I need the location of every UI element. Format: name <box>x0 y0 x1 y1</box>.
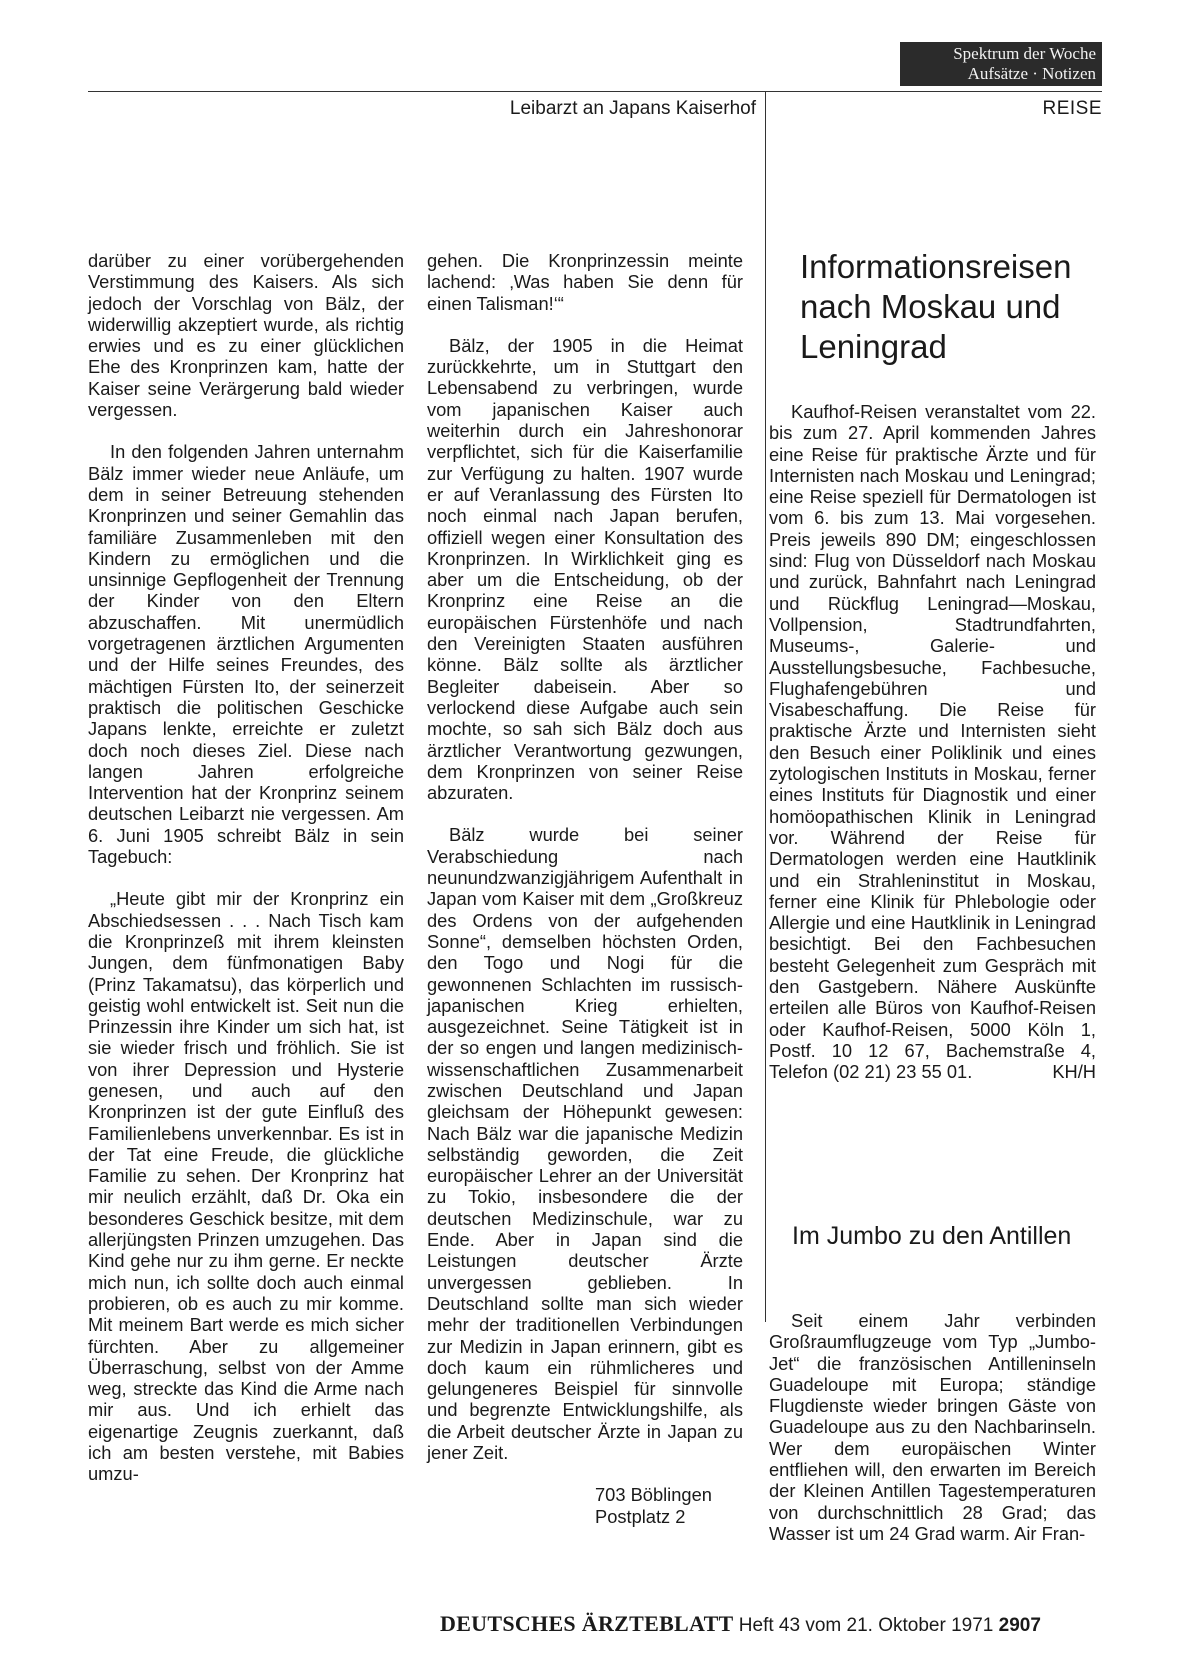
paragraph: Bälz wurde bei seiner Verabschiedung nach neunundzwanzigjährigem Aufenthalt in Japan vom Kaiser mit dem „Großkreuz des Ordens von der aufgehenden Sonne“, demselben höchsten Orden, den Togo und Nogi für die gewonnenen Schlachten im russisch-japanischen Krieg erhielten, ausgezeichnet. Seine Tätigkeit ist in der so engen und langen medizinisch-wissenschaftlichen Zusammenarbeit zwischen Deutschland und Japan gleichsam der Höhepunkt gewesen: Nach Bälz war die japanische Medizin selbständig geworden, die Zeit europäischer Lehrer an der Universität zu Tokio, insbesondere die der deutschen Medizinschule, war zu Ende. Aber in Japan sind die Leistungen deutscher Ärzte unvergessen geblieben. In Deutschland sollte man sich wieder mehr der traditionellen Verbindungen zur Medizin in Japan erinnern, gibt es doch kaum ein rühmlicheres und gelungeneres Beispiel für sinnvolle und begrenzte Entwicklungshilfe, als die Arbeit deutscher Ärzte in Japan zu jener Zeit. <box>427 824 743 1464</box>
journal-name: DEUTSCHES ÄRZTEBLATT <box>440 1611 734 1636</box>
author-address <box>595 1484 743 1527</box>
paragraph: gehen. Die Kronprinzessin meinte lachend: ‚Was haben Sie denn für einen Talisman!‘“ <box>427 250 743 314</box>
article-body-jumbo <box>769 1310 1096 1565</box>
running-head: Leibarzt an Japans Kaiserhof <box>509 98 756 119</box>
paragraph: darüber zu einer vorübergehenden Verstimmung des Kaisers. Als sich jedoch der Vorschlag von Bälz, der widerwillig akzeptiert wurde, als richtig erwies und es zu einer glücklichen Ehe des Kronprinzen kam, hatte der Kaiser seine Verärgerung bald wieder vergessen. <box>88 250 404 421</box>
section-badge <box>900 42 1102 86</box>
article-title-jumbo: Im Jumbo zu den Antillen <box>792 1222 1072 1250</box>
author-initials: KH/H <box>1052 1061 1096 1083</box>
issue-info: Heft 43 vom 21. Oktober 1971 <box>738 1615 994 1636</box>
article-column-2 <box>427 250 743 1527</box>
paragraph-text: Kaufhof-Reisen veranstaltet vom 22. bis zum 27. April kommenden Jahres eine Reise für praktische Ärzte und für Internisten nach Moskau und Leningrad; eine Reise speziell für Dermatologen ist vom 6. bis zum 13. Mai vorgesehen. Preis jeweils 890 DM; eingeschlossen sind: Flug von Düsseldorf nach Moskau und zurück, Bahnfahrt nach Leningrad und Rückflug Leningrad—Moskau, Vollpension, Stadtrundfahrten, Museums-, Galerie- und Ausstellungsbesuche, Fachbesuche, Flughafengebühren und Visabeschaffung. Die Reise für praktische Ärzte und Internisten sieht den Besuch einer Poliklinik und eines zytologischen Instituts in Moskau, ferner eines Instituts für Diagnostik und einer homöopathischen Klinik in Leningrad vor. Während der Reise für Dermatologen werden eine Hautklinik und ein Strahleninstitut in Moskau, ferner eine Klinik für Phlebologie oder Allergie und eine Hautklinik in Leningrad besichtigt. Bei den Fachbesuchen besteht Gelegenheit zum Gespräch mit den Gastgebern. Nähere Auskünfte erteilen alle Büros von Kaufhof-Reisen oder Kaufhof-Reisen, 5000 Köln 1, Postf. 10 12 67, Bachemstraße 4, Telefon (02 21) 23 55 01. <box>769 401 1096 1083</box>
paragraph: Bälz, der 1905 in die Heimat zurückkehrte, um in Stuttgart den Lebensabend zu verbringen, wurde vom japanischen Kaiser auch weiterhin durch ein Jahreshonorar verpflichtet, sich für die Kaiserfamilie zur Verfügung zu halten. 1907 wurde er auf Veranlassung des Fürsten Ito noch einmal nach Japan berufen, offiziell wegen einer Konsultation des Kronprinzen. In Wirklichkeit ging es aber um die Entscheidung, ob der Kronprinz eine Reise an die europäischen Fürstenhöfe und nach den Vereinigten Staaten ausführen könne. Bälz sollte als ärztlicher Begleiter dabeisein. Aber so verlockend diese Aufgabe auch sein mochte, so sah sich Bälz doch aus ärztlicher Verantwortung gezwungen, dem Kronprinzen von seiner Reise abzuraten. <box>427 334 743 804</box>
section-label: REISE <box>1042 98 1102 119</box>
badge-line-1: Spektrum der Woche <box>953 44 1096 63</box>
article-title-moskau: Informationsreisen nach Moskau und Leningrad <box>800 248 1072 365</box>
address-city: 703 Böblingen <box>595 1484 712 1506</box>
address-street: Postplatz 2 <box>595 1505 686 1527</box>
page-footer <box>440 1612 1100 1638</box>
page-number: 2907 <box>998 1615 1041 1636</box>
diary-quote: „Heute gibt mir der Kronprinz ein Abschiedsessen . . . Nach Tisch kam die Kronprinzeß mit ihrem kleinsten Jungen, dem fünfmonatigen Baby (Prinz Takamatsu), das körperlich und geistig wohl entwickelt ist. Seit nun die Prinzessin ihre Kinder um sich hat, ist sie wieder frisch und fröhlich. Sie ist von ihrer Depression und Hysterie genesen, und auch auf den Kronprinzen ist der gute Einfluß des Familienlebens unverkennbar. Es ist in der Tat eine Freude, die glückliche Familie zu sehen. Der Kronprinz hat mir neulich erzählt, daß Dr. Oka ein besonderes Geschick besitze, mit dem allerjüngsten Prinzen umzugehen. Das Kind gehe nur zu ihm gerne. Er neckte mich nun, ich sollte doch auch einmal probieren, ob es auch zu mir komme. Mit meinem Bart werde es mich sicher fürchten. Aber zu allgemeiner Überraschung, selbst von der Amme weg, streckte das Kind die Arme nach mir aus. Und ich erhielt das eigenartige Zeugnis zuerkannt, daß ich am besten verstehe, mit Babies umzu- <box>88 888 404 1485</box>
paragraph <box>769 401 1096 1083</box>
article-body-moskau <box>769 401 1096 1083</box>
column-divider <box>765 92 766 1322</box>
badge-line-2: Aufsätze · Notizen <box>967 64 1096 83</box>
header-rule <box>88 91 1102 92</box>
paragraph: Seit einem Jahr verbinden Großraumflugzeuge vom Typ „Jumbo-Jet“ die französischen Antilleninseln Guadeloupe mit Europa; ständige Flugdienste wieder bringen Gäste von Guadeloupe aus zu den Nachbarinseln. Wer dem europäischen Winter entfliehen will, den erwarten im Bereich der Kleinen Antillen Tagestemperaturen von durchschnittlich 28 Grad; das Wasser ist um 24 Grad warm. Air Fran- <box>769 1310 1096 1544</box>
article-column-1 <box>88 250 404 1506</box>
paragraph: In den folgenden Jahren unternahm Bälz immer wieder neue Anläufe, um dem in seiner Betreuung stehenden Kronprinzen und seiner Gemahlin das familiäre Zusammenleben mit den Kindern zu ermöglichen und die unsinnige Gepflogenheit der Trennung der Kinder von den Eltern abzuschaffen. Mit unermüdlich vorgetragenen ärztlichen Argumenten und der Hilfe seines Freundes, des mächtigen Fürsten Ito, der seinerzeit praktisch die politischen Geschicke Japans lenkte, erreichte er zuletzt doch noch dieses Ziel. Diese nach langen Jahren erfolgreiche Intervention hat der Kronprinz seinem deutschen Leibarzt nie vergessen. Am 6. Juni 1905 schreibt Bälz in sein Tagebuch: <box>88 441 404 868</box>
